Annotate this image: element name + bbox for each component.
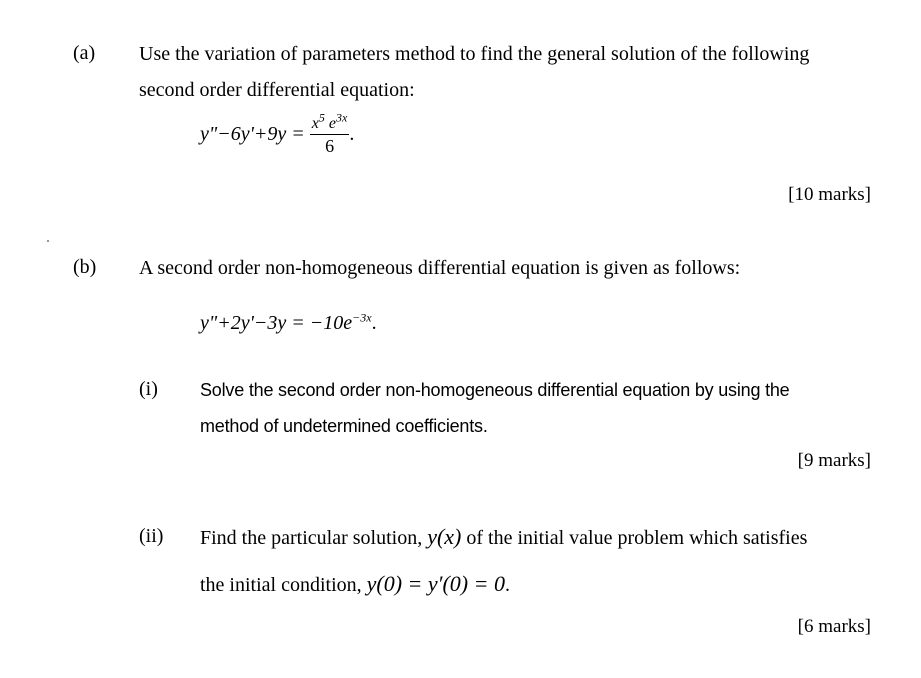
sub-i-label: (i) [139, 378, 158, 400]
sub-ii-question-line2 [200, 572, 510, 597]
sub-i-question-line1: Solve the second order non-homogeneous differential equation by using the [200, 380, 790, 400]
sub-i-marks: [9 marks] [797, 450, 871, 471]
sub-ii-line2-period: . [504, 574, 510, 596]
part-b-intro: A second order non-homogeneous differential equation is given as follows: [139, 257, 741, 279]
part-a-question-line2: second order differential equation: [139, 79, 415, 101]
part-a-question-line1: Use the variation of parameters method to find the general solution of the following [139, 43, 810, 65]
sub-ii-line2-math: y(0) = y′(0) = 0 [366, 571, 505, 596]
part-b-equation-exponent: −3x [352, 310, 372, 325]
sub-i-question-line2: method of undetermined coefficients. [200, 416, 488, 436]
part-a-marks: [10 marks] [788, 184, 871, 205]
sub-ii-line2-pre: the initial condition, [200, 574, 362, 596]
fraction-numerator: $x^5$ $e^{3x}$ [310, 114, 350, 135]
part-b-equation [200, 312, 377, 335]
part-b-label: (b) [73, 256, 97, 278]
part-b-equation-period: . [371, 312, 377, 334]
sub-ii-line1-math: y(x) [427, 524, 462, 549]
fraction-denominator: 6 [325, 136, 335, 156]
sub-ii-line1-pre: Find the particular solution, [200, 527, 423, 549]
sub-ii-line1-post: of the initial value problem which satisfies [466, 527, 808, 549]
part-a-equation-lhs: y"−6y'+9y = [200, 123, 305, 146]
part-a-equation-fraction [310, 110, 350, 157]
sub-ii-label: (ii) [139, 525, 164, 547]
part-a-label: (a) [73, 42, 96, 64]
page-speck [47, 240, 49, 242]
sub-ii-question-line1 [200, 525, 807, 550]
part-a-equation-period: . [349, 123, 355, 146]
sub-ii-marks: [6 marks] [797, 616, 871, 637]
part-a-equation [200, 110, 355, 157]
part-b-equation-main: y"+2y'−3y = −10e [200, 312, 353, 334]
